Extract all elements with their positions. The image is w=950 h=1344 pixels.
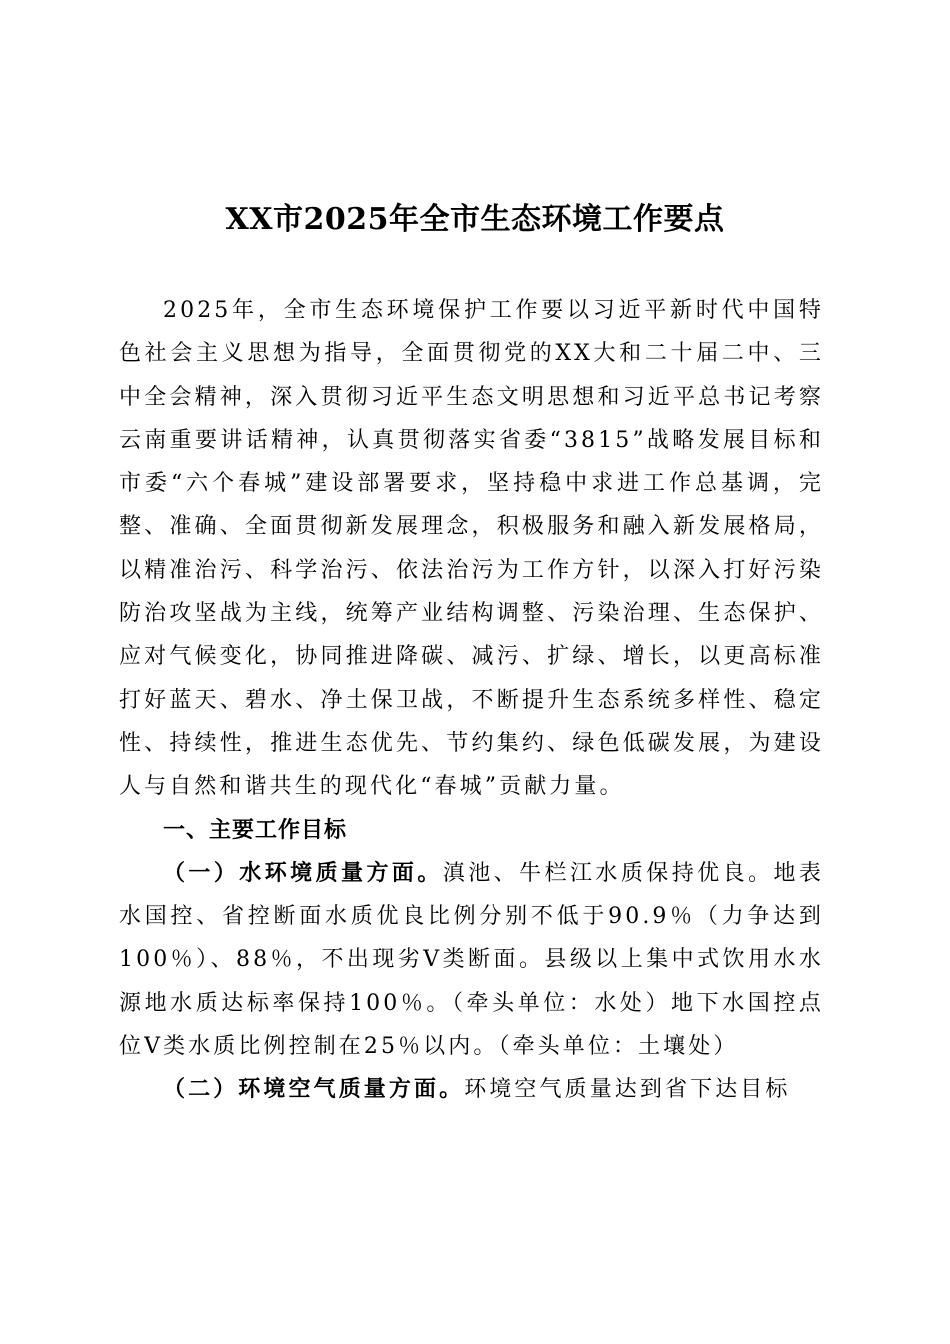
goal-item-water bbox=[119, 852, 824, 1068]
intro-paragraph: 2025年，全市生态环境保护工作要以习近平新时代中国特色社会主义思想为指导，全面贯彻党的XX大和二十届二中、三中全会精神，深入贯彻习近平生态文明思想和习近平总书记考察云南重要讲话精神，认真贯彻落实省委“3815”战略发展目标和市委“六个春城”建设部署要求，坚持稳中求进工作总基调，完整、准确、全面贯彻新发展理念，积极服务和融入新发展格局，以精准治污、科学治污、依法治污为工作方针，以深入打好污染防治攻坚战为主线，统筹产业结构调整、污染治理、生态保护、应对气候变化，协同推进降碳、减污、扩绿、增长，以更高标准打好蓝天、碧水、净土保卫战，不断提升生态系统多样性、稳定性、持续性，推进生态优先、节约集约、绿色低碳发展，为建设人与自然和谐共生的现代化“春城”贡献力量。 bbox=[119, 298, 824, 800]
goal-item-air bbox=[119, 1068, 824, 1111]
document-body bbox=[119, 289, 824, 1112]
goal-item-water-lead: （一）水环境质量方面。 bbox=[163, 859, 443, 886]
section-heading-main-goals: 一、主要工作目标 bbox=[163, 816, 348, 843]
goal-item-water-text: 滇池、牛栏江水质保持优良。地表水国控、省控断面水质优良比例分别不低于90.9％（力争达到100％）、88％，不出现劣V类断面。县级以上集中式饮用水水源地水质达标率保持100％。（牵头单位：水处）地下水国控点位V类水质比例控制在25％以内。（牵头单位：土壤处） bbox=[119, 860, 824, 1060]
document-title: XX市2025年全市生态环境工作要点 bbox=[225, 202, 725, 237]
goal-item-air-lead: （二）环境空气质量方面。 bbox=[163, 1076, 465, 1103]
goal-item-air-text: 环境空气质量达到省下达目标 bbox=[464, 1077, 791, 1103]
